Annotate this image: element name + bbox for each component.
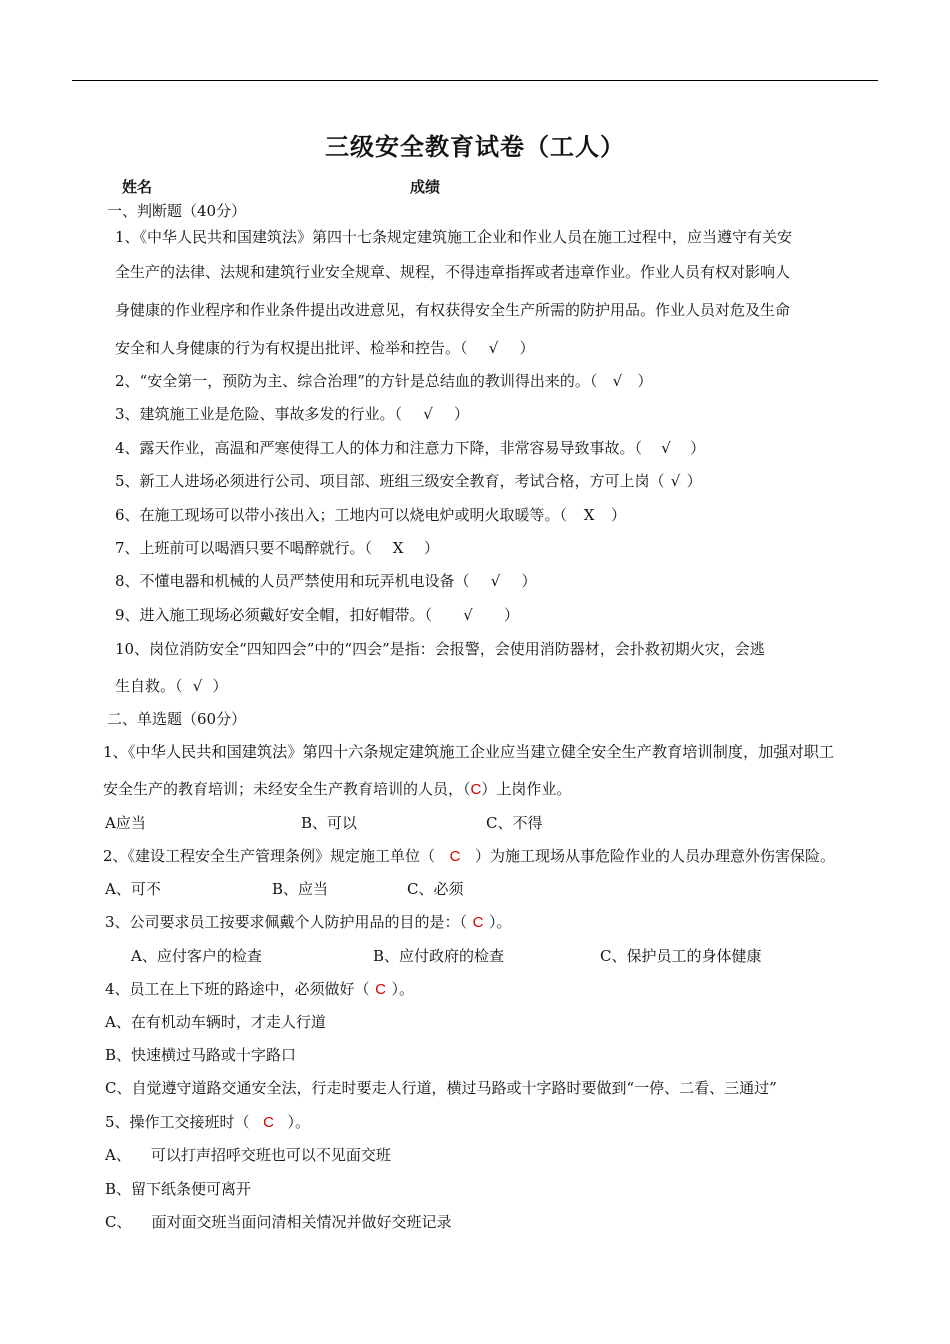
mc-q3-option-b: B、应付政府的检查 [373,947,505,965]
page-title: 三级安全教育试卷（工人） [325,133,625,161]
header-rule [72,80,878,81]
tf-q2-mark: √ [612,372,623,390]
tf-q6-mark: X [583,506,595,524]
tf-q3-mark: √ [423,405,433,423]
tf-q1-line3: 身健康的作业程序和作业条件提出改进意见，有权获得安全生产所需的防护用品。作业人员对危及生命 [115,301,791,319]
mc-q5: 5、操作工交接班时（ C ）。 [105,1113,311,1131]
mc-q5-option-b: B、留下纸条便可离开 [105,1180,252,1198]
mc-q2-option-b: B、应当 [272,880,329,898]
mc-q5-answer: C [263,1114,274,1131]
mc-q1-option-a: A应当 [105,814,146,832]
mc-q2-option-a: A、可不 [105,880,161,898]
tf-q5: 5、新工人进场必须进行公司、项目部、班组三级安全教育，考试合格，方可上岗（ √ ） [115,472,702,490]
tf-q10-line1: 10、岗位消防安全“四知四会”中的“四会”是指：会报警，会使用消防器材，会扑救初期火灾，会逃 [115,640,765,658]
mc-q2: 2、《建设工程安全生产管理条例》规定施工单位（ C ）为施工现场从事危险作业的人员办理意外伤害保险。 [103,847,836,865]
score-label: 成绩 [410,178,441,196]
mc-q2-option-c: C、必须 [407,880,464,898]
tf-q4: 4、露天作业，高温和严寒使得工人的体力和注意力下降，非常容易导致事故。（ √ ） [115,439,706,457]
mc-q3-option-a: A、应付客户的检查 [131,947,262,965]
name-label: 姓名 [122,178,153,196]
tf-q7-mark: X [392,539,404,557]
mc-q1-option-b: B、可以 [301,814,358,832]
mc-q2-answer: C [449,848,461,865]
mc-q5-option-a: A、 可以打声招呼交班也可以不见面交班 [105,1146,391,1164]
tf-q1-line2: 全生产的法律、法规和建筑行业安全规章、规程，不得违章指挥或者违章作业。作业人员有权对影响人 [115,263,791,281]
tf-q6: 6、在施工现场可以带小孩出入；工地内可以烧电炉或明火取暖等。（ X ） [115,506,627,524]
mc-q4-option-a: A、在有机动车辆时，才走人行道 [105,1013,326,1031]
section2-heading: 二、单选题（60分） [107,710,247,728]
mc-q1-option-c: C、不得 [486,814,543,832]
mc-q4: 4、员工在上下班的路途中，必须做好（ C ）。 [105,980,415,998]
tf-q10-mark: √ [192,677,203,695]
tf-q9: 9、进入施工现场必须戴好安全帽，扣好帽带。（ √ ） [115,606,520,624]
tf-q4-mark: √ [661,439,671,457]
tf-q7: 7、上班前可以喝酒只要不喝醉就行。（ X ） [115,539,440,557]
mc-q4-answer: C [375,981,386,998]
tf-q10-line2: 生自救。（ √ ） [115,677,228,695]
tf-q2: 2、“安全第一，预防为主、综合治理”的方针是总结血的教训得出来的。（ √ ） [115,372,653,390]
tf-q9-mark: √ [463,606,473,624]
tf-q1-mark: √ [488,339,499,357]
tf-q8: 8、不懂电器和机械的人员严禁使用和玩弄机电设备（ √ ） [115,572,537,590]
mc-q4-option-c: C、自觉遵守道路交通安全法，行走时要走人行道，横过马路或十字路时要做到“一停、二看、三通过” [105,1079,777,1097]
tf-q1-line4: 安全和人身健康的行为有权提出批评、检举和控告。（ √ ） [115,339,535,357]
mc-q1-line1: 1、《中华人民共和国建筑法》第四十六条规定建筑施工企业应当建立健全安全生产教育培训制度，加强对职工 [103,743,835,761]
section1-heading: 一、判断题（40分） [107,202,247,220]
mc-q1-line2: 安全生产的教育培训；未经安全生产教育培训的人员，（C）上岗作业。 [103,780,572,798]
tf-q1-line1: 1、《中华人民共和国建筑法》第四十七条规定建筑施工企业和作业人员在施工过程中，应当遵守有关安 [115,228,793,246]
mc-q1-answer: C [470,781,482,798]
mc-q3: 3、公司要求员工按要求佩戴个人防护用品的目的是：（ C ）。 [105,913,512,931]
mc-q5-option-c: C、 面对面交班当面问清相关情况并做好交班记录 [105,1213,452,1231]
tf-q5-mark: √ [670,472,681,490]
tf-q8-mark: √ [490,572,501,590]
mc-q3-answer: C [472,914,484,931]
tf-q3: 3、建筑施工业是危险、事故多发的行业。（ √ ） [115,405,470,423]
mc-q4-option-b: B、快速横过马路或十字路口 [105,1046,297,1064]
mc-q3-option-c: C、保护员工的身体健康 [600,947,762,965]
